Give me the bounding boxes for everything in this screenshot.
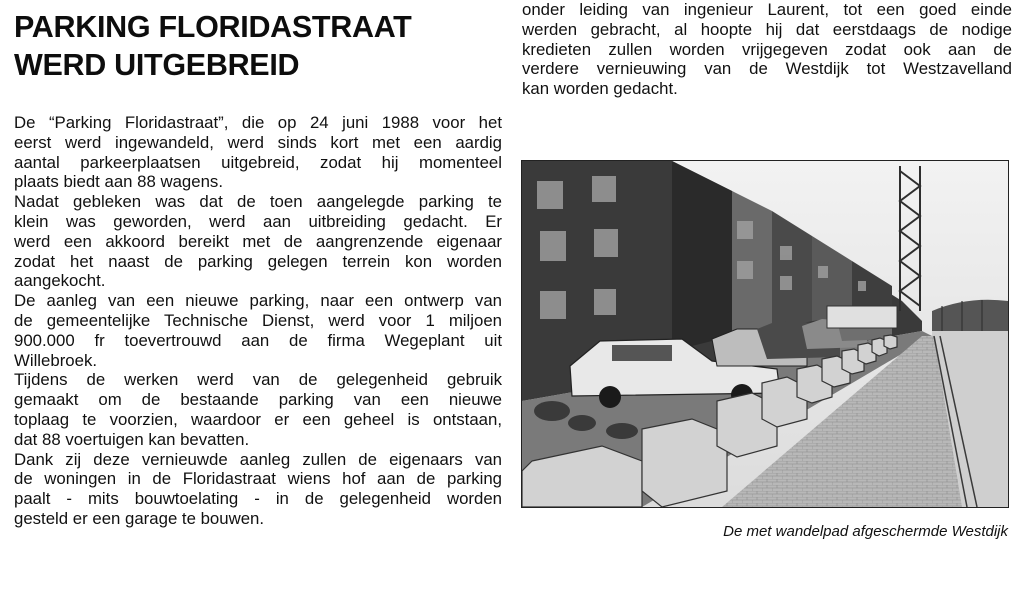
body-line: paalt - mits bouwtoelating - in de gelegenheid worden	[14, 489, 502, 509]
body-line: Nadat gebleken was dat de toen aangelegde parking te	[14, 192, 502, 212]
body-line: eerst werd ingewandeld, werd sinds kort met een aardig	[14, 132, 502, 152]
body-line: de woningen in de Floridastraat wiens hof aan de parking	[14, 469, 502, 489]
body-line: gesteld er een garage te bouwen.	[14, 508, 265, 528]
body-line: Dank zij deze vernieuwde aanleg zullen de eigenaars van	[14, 449, 502, 469]
body-line: toplaag te voorzien, waardoor er een geheel is ontstaan,	[14, 409, 502, 429]
body-line: de gemeentelijke Technische Dienst, werd voor 1 miljoen	[14, 310, 502, 330]
article-body-left-column	[14, 113, 502, 529]
body-line: De “Parking Floridastraat”, die op 24 juni 1988 voor het	[14, 113, 502, 132]
headline-line: WERD UITGEBREID	[14, 48, 300, 82]
body-line: zodat het naast de parking gelegen terrein kon worden	[14, 251, 502, 271]
body-line: kan worden gedacht.	[522, 79, 678, 99]
body-line: werden gebracht, al hoopte hij dat eerstdaags de nodige	[522, 19, 1012, 39]
body-line: kredieten zullen worden vrijgegeven zodat ook aan de	[522, 39, 1012, 59]
body-line: De aanleg van een nieuwe parking, naar een ontwerp van	[14, 291, 502, 311]
body-line: Tijdens de werken werd van de gelegenheid gebruik	[14, 370, 502, 390]
photo-illustration	[522, 161, 1008, 507]
body-line: gemaakt om de bestaande parking van een nieuwe	[14, 390, 502, 410]
body-line: onder leiding van ingenieur Laurent, tot een goed einde	[522, 0, 1012, 19]
body-line: 900.000 fr toevertrouwd aan de firma Wegeplant uit	[14, 330, 502, 350]
body-line: Willebroek.	[14, 350, 97, 370]
article-body-right-column	[522, 0, 1012, 99]
article-headline	[14, 8, 504, 84]
body-line: verdere vernieuwing van de Westdijk tot Westzavelland	[522, 59, 1012, 79]
photo-caption: De met wandelpad afgeschermde Westdijk	[723, 523, 1008, 540]
body-line: aantal parkeerplaatsen uitgebreid, zodat hij momenteel	[14, 152, 502, 172]
body-line: dat 88 voertuigen kan bevatten.	[14, 429, 250, 449]
body-line: aangekocht.	[14, 271, 106, 291]
headline-line: PARKING FLORIDASTRAAT	[14, 10, 412, 44]
article-photo-westdijk	[521, 160, 1009, 508]
body-line: plaats biedt aan 88 wagens.	[14, 172, 223, 192]
body-line: klein was geworden, werd aan uitbreiding gedacht. Er	[14, 211, 502, 231]
body-line: werd een akkoord bereikt met de aangrenzende eigenaar	[14, 231, 502, 251]
